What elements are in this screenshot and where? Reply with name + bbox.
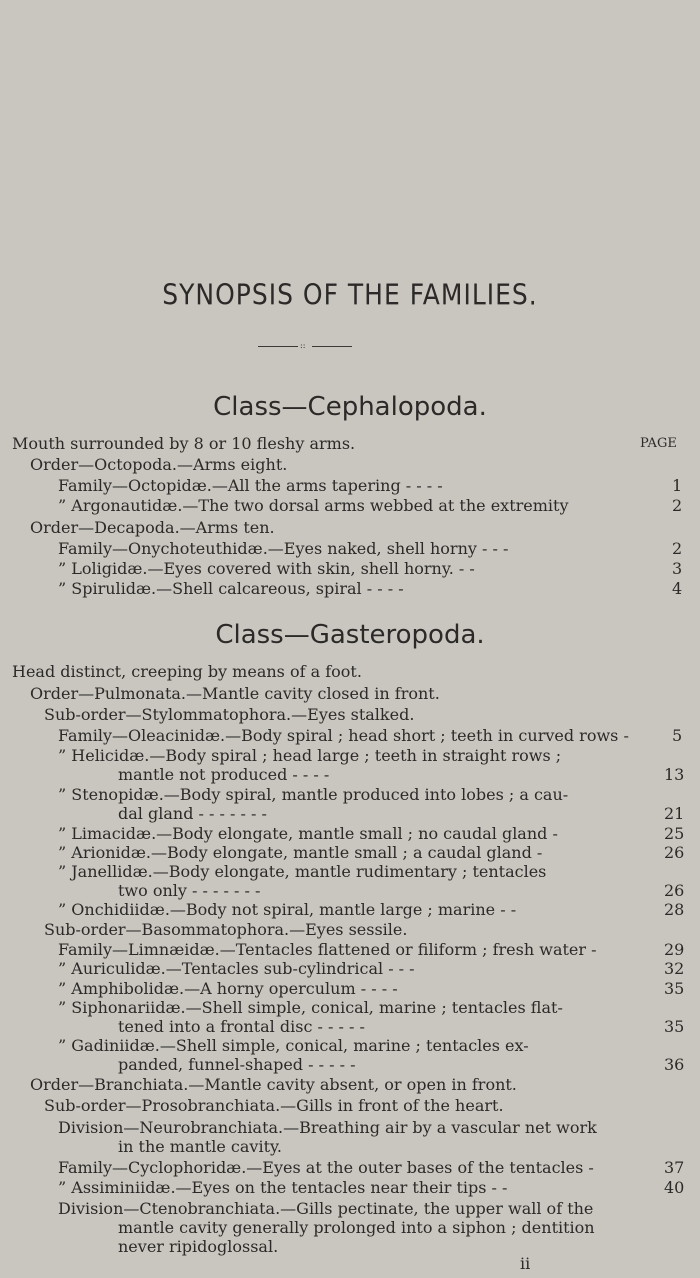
- division-neurobranchiata: Division—Neurobranchiata.—Breathing air by a vascular net work: [58, 1118, 597, 1137]
- order-branchiata: Order—Branchiata.—Mantle cavity absent, or open in front.: [30, 1075, 517, 1094]
- folio-number: ii: [520, 1254, 531, 1273]
- class-heading-gasteropoda: Class—Gasteropoda.: [215, 620, 485, 650]
- family-assiminiidae: ” Assiminiidæ.—Eyes on the tentacles near their tips - -: [58, 1178, 508, 1197]
- family-argonautidae: ” Argonautidæ.—The two dorsal arms webbed at the extremity: [58, 496, 569, 515]
- page-number: 2: [672, 539, 683, 558]
- page-number: 2: [672, 496, 683, 515]
- page-number: 1: [672, 476, 683, 495]
- family-janellidae-cont: two only - - - - - - -: [118, 881, 261, 900]
- ornament-rule-left: [258, 346, 298, 347]
- family-helicidae: ” Helicidæ.—Body spiral ; head large ; teeth in straight rows ;: [58, 746, 562, 765]
- family-siphonariidae: ” Siphonariidæ.—Shell simple, conical, marine ; tentacles flat-: [58, 998, 563, 1017]
- family-gadiniidae-cont: panded, funnel-shaped - - - - -: [118, 1055, 356, 1074]
- page-number: 26: [664, 843, 685, 862]
- page-number: 4: [672, 579, 683, 598]
- suborder-prosobranchiata: Sub-order—Prosobranchiata.—Gills in front of the heart.: [44, 1096, 504, 1115]
- page-number: 32: [664, 959, 685, 978]
- family-loligidae: ” Loligidæ.—Eyes covered with skin, shell horny. - -: [58, 559, 475, 578]
- class-description: Head distinct, creeping by means of a foot.: [12, 662, 362, 681]
- page-number: 13: [664, 765, 685, 784]
- family-siphonariidae-cont: tened into a frontal disc - - - - -: [118, 1017, 365, 1036]
- page-number: 3: [672, 559, 683, 578]
- order-pulmonata: Order—Pulmonata.—Mantle cavity closed in front.: [30, 684, 440, 703]
- family-octopidae: Family—Octopidæ.—All the arms tapering - - - -: [58, 476, 443, 495]
- division-ctenobranchiata-cont: mantle cavity generally prolonged into a siphon ; dentition: [118, 1218, 595, 1237]
- family-oleacinidae: Family—Oleacinidæ.—Body spiral ; head short ; teeth in curved rows -: [58, 726, 629, 745]
- family-amphibolidae: ” Amphibolidæ.—A horny operculum - - - -: [58, 979, 398, 998]
- family-cyclophoridae: Family—Cyclophoridæ.—Eyes at the outer bases of the tentacles -: [58, 1158, 594, 1177]
- page-number: 36: [664, 1055, 685, 1074]
- page-number: 40: [664, 1178, 685, 1197]
- page-number: 26: [664, 881, 685, 900]
- family-onychoteuthidae: Family—Onychoteuthidæ.—Eyes naked, shell horny - - -: [58, 539, 509, 558]
- family-arionidae: ” Arionidæ.—Body elongate, mantle small ; a caudal gland -: [58, 843, 543, 862]
- family-onchidiidae: ” Onchidiidæ.—Body not spiral, mantle large ; marine - -: [58, 900, 517, 919]
- page-number: 37: [664, 1158, 685, 1177]
- page-number: 29: [664, 940, 685, 959]
- suborder-stylommatophora: Sub-order—Stylommatophora.—Eyes stalked.: [44, 705, 415, 724]
- page-column-label: PAGE: [640, 436, 677, 451]
- page-number: 5: [672, 726, 683, 745]
- family-limnaeidae: Family—Limnæidæ.—Tentacles flattened or filiform ; fresh water -: [58, 940, 597, 959]
- page-number: 35: [664, 1017, 685, 1036]
- family-auriculidae: ” Auriculidæ.—Tentacles sub-cylindrical - - -: [58, 959, 415, 978]
- page-number: 35: [664, 979, 685, 998]
- page-title: SYNOPSIS OF THE FAMILIES.: [162, 277, 538, 312]
- division-ctenobranchiata-cont: never ripidoglossal.: [118, 1237, 279, 1256]
- family-stenopidae: ” Stenopidæ.—Body spiral, mantle produced into lobes ; a cau-: [58, 785, 569, 804]
- ornament-rule-right: [312, 346, 352, 347]
- family-spirulidae: ” Spirulidæ.—Shell calcareous, spiral - - - -: [58, 579, 404, 598]
- title-ornament: [258, 342, 352, 352]
- class-heading-cephalopoda: Class—Cephalopoda.: [213, 392, 487, 422]
- family-gadiniidae: ” Gadiniidæ.—Shell simple, conical, marine ; tentacles ex-: [58, 1036, 529, 1055]
- order-decapoda: Order—Decapoda.—Arms ten.: [30, 518, 275, 537]
- family-helicidae-cont: mantle not produced - - - -: [118, 765, 330, 784]
- page-number: 28: [664, 900, 685, 919]
- order-octopoda: Order—Octopoda.—Arms eight.: [30, 455, 288, 474]
- family-limacidae: ” Limacidæ.—Body elongate, mantle small ; no caudal gland -: [58, 824, 558, 843]
- suborder-basommatophora: Sub-order—Basommatophora.—Eyes sessile.: [44, 920, 408, 939]
- class-description: Mouth surrounded by 8 or 10 fleshy arms.: [12, 434, 356, 453]
- division-neurobranchiata-cont: in the mantle cavity.: [118, 1137, 282, 1156]
- page-number: 25: [664, 824, 685, 843]
- family-janellidae: ” Janellidæ.—Body elongate, mantle rudimentary ; tentacles: [58, 862, 547, 881]
- division-ctenobranchiata: Division—Ctenobranchiata.—Gills pectinate, the upper wall of the: [58, 1199, 594, 1218]
- ornament-dots: ::: [300, 341, 306, 350]
- family-stenopidae-cont: dal gland - - - - - - -: [118, 804, 267, 823]
- page-number: 21: [664, 804, 685, 823]
